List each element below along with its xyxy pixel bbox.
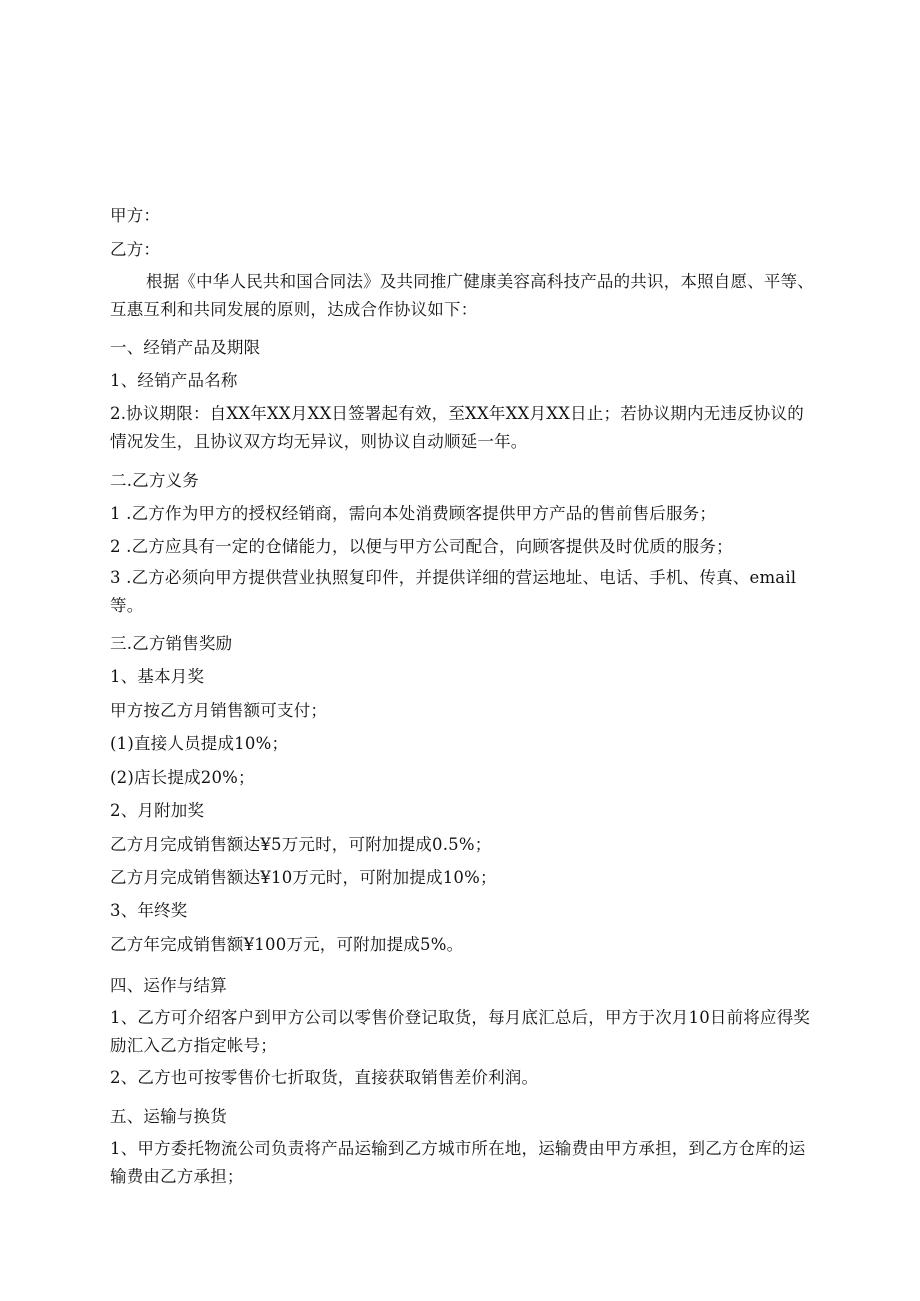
section-2-item-3: 3 .乙方必须向甲方提供营业执照复印件，并提供详细的营运地址、电话、手机、传真、email等。	[110, 568, 797, 615]
section-3-sub-1-a: (1)直接人员提成10%；	[110, 734, 289, 753]
section-3-heading: 三.乙方销售奖励	[110, 634, 233, 653]
section-3-sub-3-title: 3、年终奖	[110, 901, 188, 920]
section-3-sub-2-title: 2、月附加奖	[110, 801, 205, 820]
section-1-heading: 一、经销产品及期限	[110, 338, 261, 357]
section-3-sub-2-a: 乙方月完成销售额达¥5万元时，可附加提成0.5%；	[110, 835, 492, 854]
section-2-item-2: 2 .乙方应具有一定的仓储能力，以便与甲方公司配合，向顾客提供及时优质的服务；	[110, 537, 733, 556]
party-b-label: 乙方：	[110, 240, 161, 259]
section-2-heading: 二.乙方义务	[110, 471, 199, 490]
section-3-sub-1-b: (2)店长提成20%；	[110, 768, 255, 787]
section-1-item-1: 1、经销产品名称	[110, 371, 238, 390]
section-4-heading: 四、运作与结算	[110, 976, 227, 995]
section-3-sub-2-b: 乙方月完成销售额达¥10万元时，可附加提成10%；	[110, 868, 497, 887]
section-5-heading: 五、运输与换货	[110, 1107, 227, 1126]
section-1-item-2: 2.协议期限：自XX年XX月XX日签署起有效，至XX年XX月XX日止；若协议期内无违反协议的情况发生，且协议双方均无异议，则协议自动顺延一年。	[110, 404, 804, 451]
section-3-sub-3-a: 乙方年完成销售额¥100万元，可附加提成5%。	[110, 935, 464, 954]
section-3-sub-1-title: 1、基本月奖	[110, 667, 205, 686]
section-2-item-1: 1 .乙方作为甲方的授权经销商，需向本处消费顾客提供甲方产品的售前售后服务；	[110, 504, 717, 523]
section-4-item-2: 2、乙方也可按零售价七折取货，直接获取销售差价利润。	[110, 1068, 539, 1087]
preamble-paragraph: 根据《中华人民共和国合同法》及共同推广健康美容高科技产品的共识，本照自愿、平等、互惠互利和共同发展的原则，达成合作协议如下：	[110, 272, 814, 319]
section-4-item-1: 1、乙方可介绍客户到甲方公司以零售价登记取货，每月底汇总后，甲方于次月10日前将应得奖励汇入乙方指定帐号；	[110, 1008, 811, 1055]
section-5-item-1: 1、甲方委托物流公司负责将产品运输到乙方城市所在地，运输费由甲方承担，到乙方仓库的运输费由乙方承担；	[110, 1139, 806, 1186]
party-a-label: 甲方：	[110, 206, 161, 225]
section-3-sub-1-intro: 甲方按乙方月销售额可支付；	[110, 701, 328, 720]
